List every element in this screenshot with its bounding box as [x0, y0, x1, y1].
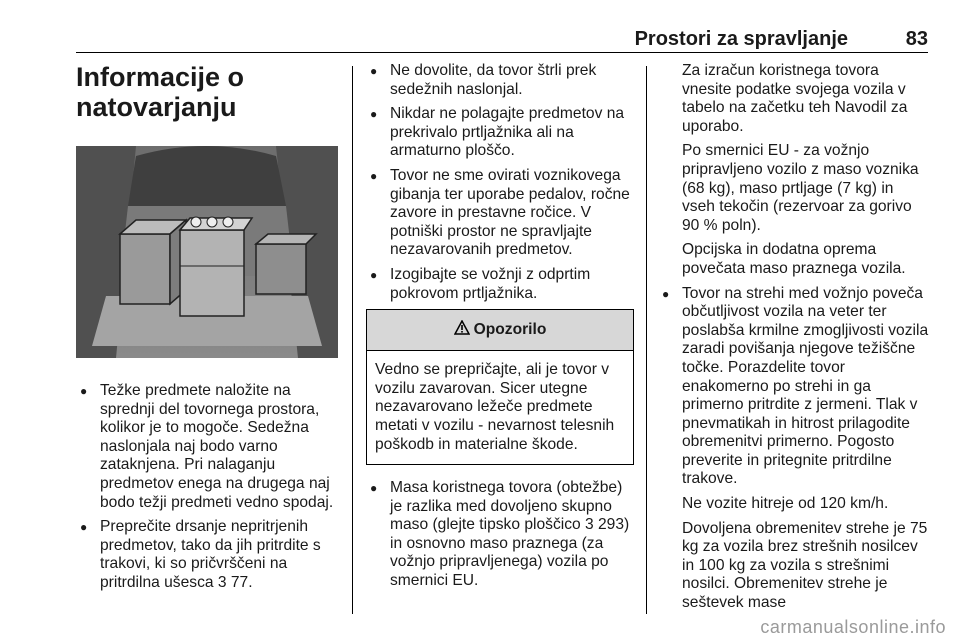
- paragraph: Po smernici EU - za vožnjo pripravljeno vozilo z maso voznika (68 kg), maso prtljage (7 kg) in vseh tekočin (rezervoar za gorivo 90 % poln).: [682, 142, 919, 234]
- warning-header: [367, 310, 633, 351]
- paragraph: Za izračun koristnega tovora vnesite podatke svojega vozila v tabelo na začetku teh Navodil za uporabo.: [682, 62, 908, 135]
- column-divider-2: [646, 66, 647, 614]
- list-item: ● Preprečite drsanje nepritrjenih predmetov, tako da jih pritrdite s trakovi, ki so pričvrščeni na pritrdilna ušesca 3 77.: [76, 518, 344, 592]
- header-divider: [76, 52, 928, 53]
- column-2: [366, 62, 634, 597]
- column-3: [658, 62, 930, 619]
- section-heading: Informacije o natovarjanju: [76, 62, 245, 122]
- paragraph: Ne vozite hitreje od 120 km/h.: [682, 495, 889, 513]
- list-item: ● Masa koristnega tovora (obtežbe) je razlika med dovoljeno skupno maso (glejte tipsko ploščico 3 293) in osnovno maso praznega (za vožnjo pripravljenega) vozila po smernici EU.: [366, 479, 634, 591]
- warning-text: Vedno se prepričajte, ali je tovor v vozilu zavarovan. Sicer utegne nezavarovano ležeče predmete metati v vozilu - nevarnost telesnih poškodb in materialne škode.: [375, 361, 615, 453]
- list-item: ● Ne dovolite, da tovor štrli prek sedežnih naslonjal.: [366, 62, 634, 99]
- column-1: [76, 62, 344, 599]
- list-item: ● Nikdar ne polagajte predmetov na prekrivalo prtljažnika ali na armaturno ploščo.: [366, 105, 634, 161]
- paragraph: Opcijska in dodatna oprema povečata maso praznega vozila.: [682, 241, 906, 277]
- column-divider-1: [352, 66, 353, 614]
- section-title: Prostori za spravljanje: [634, 28, 848, 50]
- cargo-illustration: [76, 146, 338, 358]
- page-header: [76, 0, 928, 48]
- warning-box: [366, 309, 634, 465]
- list-item: ● Težke predmete naložite na sprednji del tovornega prostora, kolikor je to mogoče. Sedežna naslonjala naj bodo varno zataknjena. Pri nalaganju predmetov enega na drugega naj bodo težji predmeti vedno spodaj.: [76, 382, 344, 512]
- page-number: 83: [905, 28, 928, 50]
- list-item: ● Tovor ne sme ovirati voznikovega gibanja ter uporabe pedalov, ročne zavore in prestavne ročice. V potniški prostor ne spravljajte nezavarovanih predmetov.: [366, 167, 634, 260]
- watermark: carmanualsonline.info: [760, 617, 946, 637]
- cargo-area-image: [76, 146, 338, 358]
- warning-triangle-icon: [454, 320, 470, 341]
- paragraph: Dovoljena obremenitev strehe je 75 kg za vozila brez strešnih nosilcev in 100 kg za vozila s strešnimi nosilci. Obremenitev strehe je seštevek mase: [682, 519, 928, 612]
- list-item: ● Tovor na strehi med vožnjo poveča občutljivost vozila na veter ter poslabša krmilne zmogljivosti vozila zaradi povišanja njegove težiščne točke. Porazdelite tovor enakomerno po strehi in ga primerno pritrdite z jermeni. Tlak v pnevmatikah in hitrost prilagodite obremenitvi primerno. Pogosto preverite in pritegnite pritrdilne trakove.: [658, 285, 930, 490]
- warning-title: Opozorilo: [473, 320, 547, 338]
- list-item: ● Izogibajte se vožnji z odprtim pokrovom prtljažnika.: [366, 266, 634, 303]
